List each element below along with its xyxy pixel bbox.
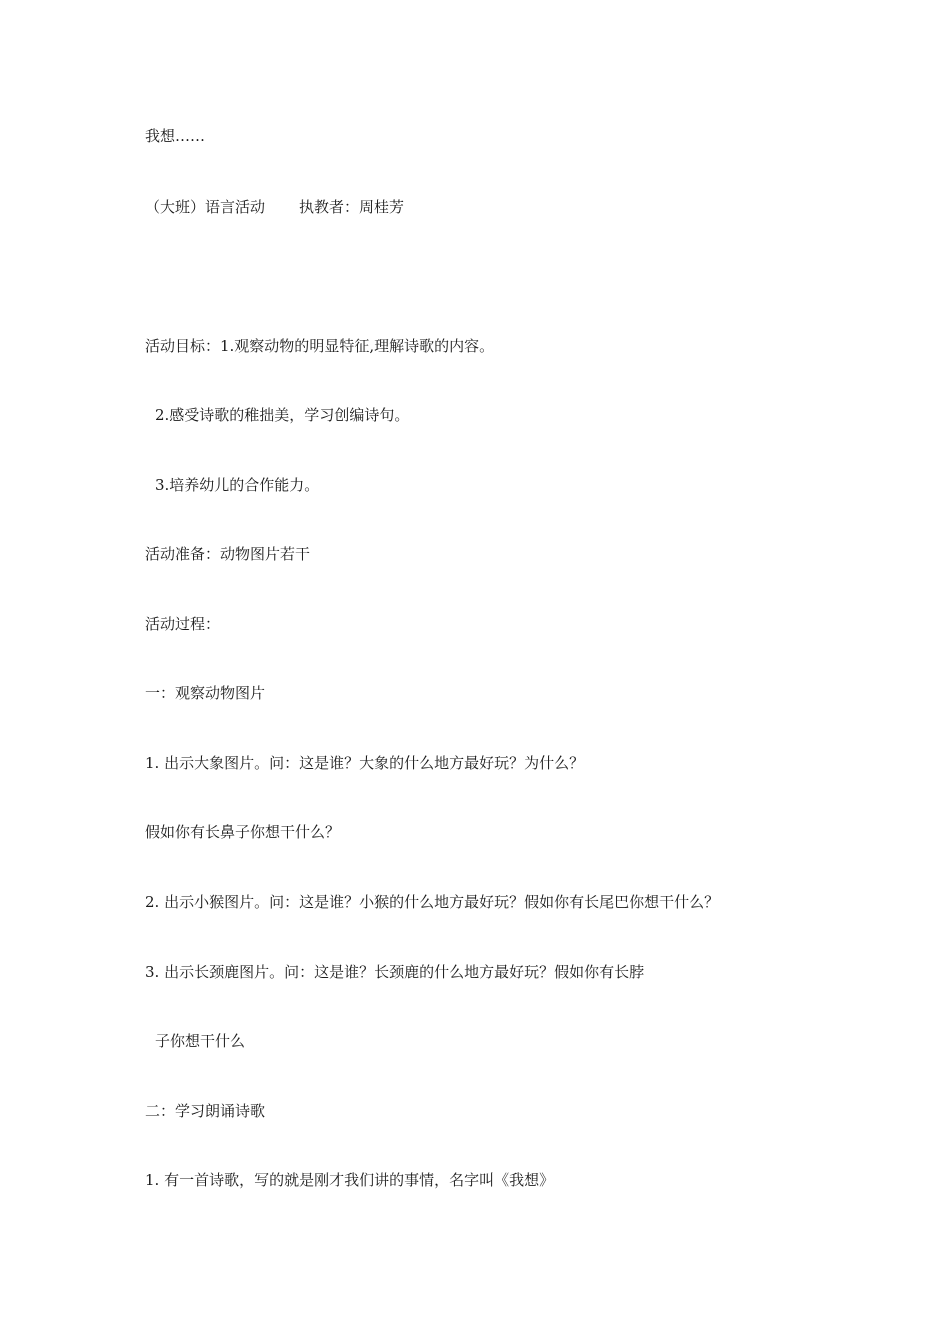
section1-item1: 1. 出示大象图片。问：这是谁？大象的什么地方最好玩？为什么？ [145, 754, 585, 772]
goal-line-2: 2.感受诗歌的稚拙美，学习创编诗句。 [155, 406, 410, 424]
process-heading: 活动过程： [145, 615, 221, 633]
section1-heading: 一：观察动物图片 [145, 684, 266, 702]
section1-item3: 3. 出示长颈鹿图片。问：这是谁？长颈鹿的什么地方最好玩？假如你有长脖 [145, 963, 645, 981]
goal-line-3: 3.培养幼儿的合作能力。 [155, 476, 320, 494]
section1-item2: 2. 出示小猴图片。问：这是谁？小猴的什么地方最好玩？假如你有长尾巴你想干什么？ [145, 893, 720, 911]
section2-heading: 二：学习朗诵诗歌 [145, 1102, 266, 1120]
document-subtitle [145, 197, 404, 217]
document-title: 我想…… [145, 127, 206, 145]
section2-item1: 1. 有一首诗歌，写的就是刚才我们讲的事情，名字叫《我想》 [145, 1171, 555, 1189]
preparation-line: 活动准备：动物图片若干 [145, 545, 311, 563]
subtitle-class: （大班）语言活动 [145, 198, 266, 216]
subtitle-teacher: 执教者：周桂芳 [299, 198, 405, 216]
section1-item1-continued: 假如你有长鼻子你想干什么？ [145, 823, 341, 841]
goal-line-1: 活动目标：1.观察动物的明显特征,理解诗歌的内容。 [145, 337, 495, 355]
section1-item3-continued: 子你想干什么 [155, 1032, 246, 1050]
